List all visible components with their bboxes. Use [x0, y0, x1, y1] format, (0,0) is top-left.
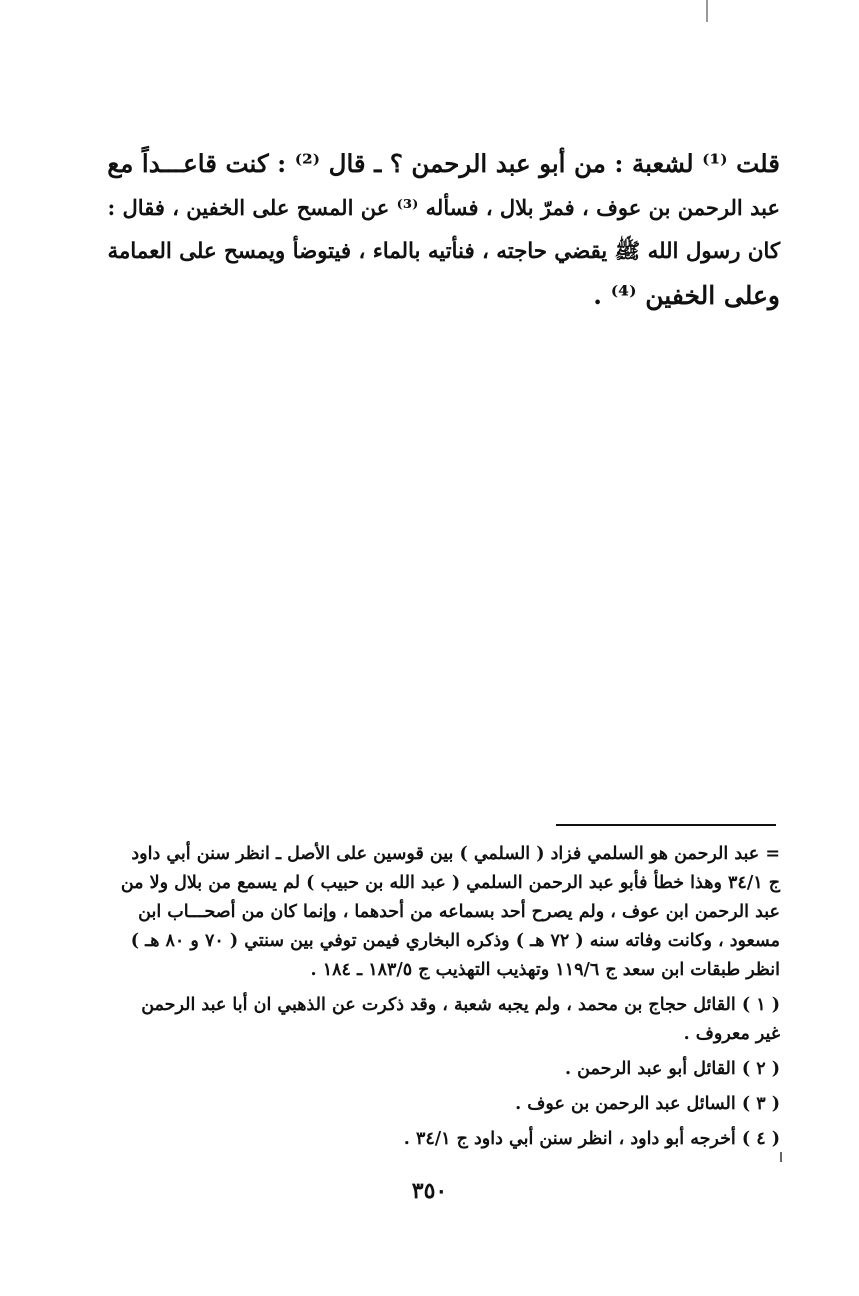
footnote-2: ( ٢ ) القائل أبو عبد الرحمن . [565, 1059, 780, 1079]
footnote-continuation-line: = عبد الرحمن هو السلمي فزاد ( السلمي ) بين قوسين على الأصل ـ انظر سنن أبي داود [131, 844, 780, 864]
footnote-3: ( ٣ ) السائل عبد الرحمن بن عوف . [515, 1094, 780, 1114]
main-text-line: كان رسول الله ﷺ يقضي حاجته ، فنأتيه بالماء ، فيتوضأ ويمسح على العمامة [107, 239, 780, 264]
footnote-1: ( ١ ) القائل حجاج بن محمد ، ولم يجبه شعبة ، وقد ذكرت عن الذهبي ان أبا عبد الرحمن [141, 995, 780, 1015]
footnote-continuation-line: ج ٣٤/١ وهذا خطأ فأبو عبد الرحمن السلمي ( عبد الله بن حبيب ) لم يسمع من بلال ولا من [120, 873, 780, 893]
main-paragraph [100, 142, 780, 318]
footnote-continuation-line: مسعود ، وكانت وفاته سنه ( ٧٢ هـ ) وذكره البخاري فيمن توفي بين سنتي ( ٧٠ و ٨٠ هـ ) [130, 931, 780, 951]
footnote-1-continued: غير معروف . [683, 1024, 780, 1044]
page-number: ٣٥٠ [411, 1178, 448, 1204]
main-text-line: قلت ⁽¹⁾ لشعبة : من أبو عبد الرحمن ؟ ـ قال ⁽²⁾ : كنت قاعـــداً مع [107, 149, 780, 178]
scan-mark-side [780, 1152, 782, 1162]
footnote-4: ( ٤ ) أخرجه أبو داود ، انظر سنن أبي داود ج ٣٤/١ . [403, 1129, 780, 1149]
footnote-continuation-line: عبد الرحمن ابن عوف ، ولم يصرح أحد بسماعه من أحدهما ، وإنما كان من أصحـــاب ابن [138, 902, 780, 922]
scan-mark-top [706, 0, 708, 22]
footnote-separator [556, 824, 776, 826]
footnotes-section [100, 840, 780, 1154]
main-text-line: عبد الرحمن بن عوف ، فمرّ بلال ، فسأله ⁽³⁾ عن المسح على الخفين ، فقال : [107, 195, 780, 220]
main-text-line: وعلى الخفين ⁽⁴⁾ . [593, 281, 780, 310]
footnote-continuation-line: انظر طبقات ابن سعد ج ١١٩/٦ وتهذيب التهذيب ج ١٨٣/٥ ـ ١٨٤ . [310, 960, 780, 980]
